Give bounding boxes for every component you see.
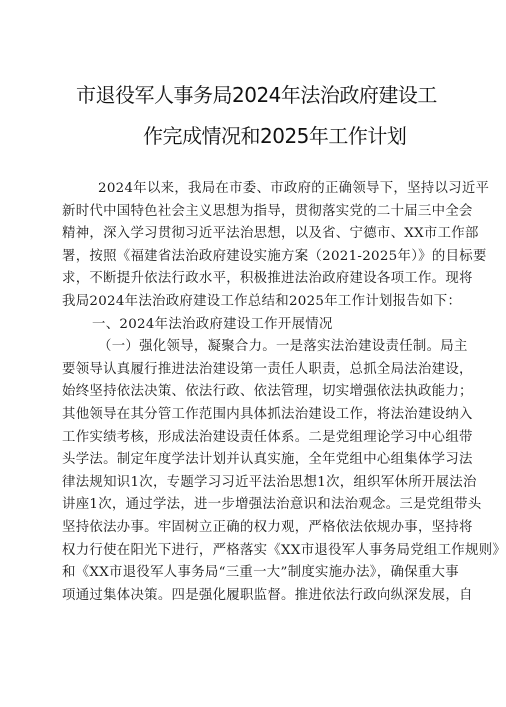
body-line: 律法规知识1次，专题学习习近平法治思想1次，组织军休所开展法治 <box>62 474 477 490</box>
body-line: 2024年以来，我局在市委、市政府的正确领导下，坚持以习近平 <box>98 181 490 196</box>
body-line: 工作实绩考核，形成法治建设责任体系。二是党组理论学习中心组带 <box>62 429 473 445</box>
body-line: 署，按照《福建省法治政府建设实施方案（2021-2025年）》的目标要 <box>62 248 487 264</box>
section-heading: 一、2024年法治政府建设工作开展情况 <box>92 316 333 332</box>
body-line: 其他领导在其分管工作范围内具体抓法治建设工作，将法治建设纳入 <box>62 406 473 422</box>
body-line: 和《XX市退役军人事务局“三重一大”制度实施办法》，确保重大事 <box>62 565 459 581</box>
body-line: 我局2024年法治政府建设工作总结和2025年工作计划报告如下： <box>62 293 462 309</box>
body-line: （一）强化领导，凝聚合力。一是落实法治建设责任制。局主 <box>98 339 468 355</box>
body-line: 权力行使在阳光下进行，严格落实《XX市退役军人事务局党组工作规则》 <box>62 542 506 558</box>
document-title-line-1: 市退役军人事务局2024年法治政府建设工 <box>76 83 437 107</box>
body-line: 新时代中国特色社会主义思想为指导，贯彻落实党的二十届三中全会 <box>62 203 473 219</box>
body-line: 始终坚持依法决策、依法行政、依法管理，切实增强依法执政能力； <box>62 384 473 400</box>
body-line: 坚持依法办事。牢固树立正确的权力观，严格依法依规办事，坚持将 <box>62 519 473 535</box>
body-line: 项通过集体决策。四是强化履职监督。推进依法行政向纵深发展，自 <box>62 587 473 603</box>
body-line: 要领导认真履行推进法治建设第一责任人职责，总抓全局法治建设， <box>62 361 473 377</box>
document-title-line-2: 作完成情况和2025年工作计划 <box>143 124 407 148</box>
body-line: 头学法。制定年度学法计划并认真实施，全年党组中心组集体学习法 <box>62 452 473 468</box>
body-line: 精神，深入学习贯彻习近平法治思想，以及省、宁德市、XX市工作部 <box>62 226 479 242</box>
body-line: 求，不断提升依法行政水平，积极推进法治政府建设各项工作。现将 <box>62 271 473 287</box>
document-body <box>62 178 506 607</box>
body-line: 讲座1次，通过学法，进一步增强法治意识和法治观念。三是党组带头 <box>62 497 482 513</box>
